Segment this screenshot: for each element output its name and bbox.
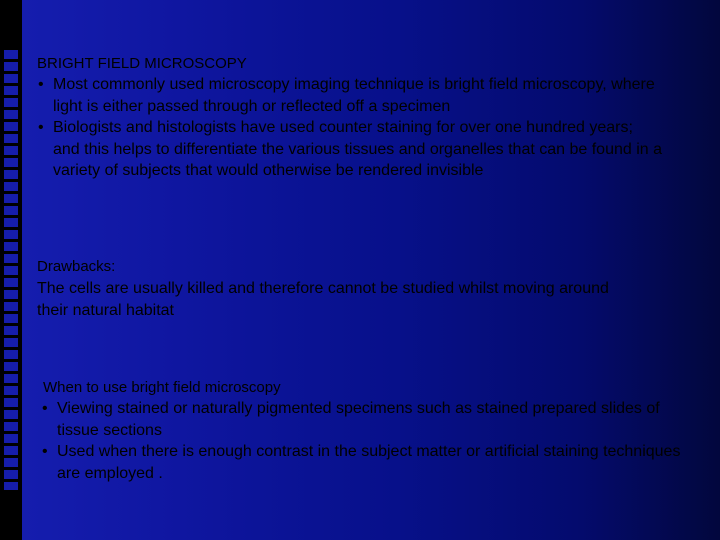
when-to-use-heading: When to use bright field microscopy — [43, 379, 281, 396]
when-to-use-bullet-list — [41, 398, 681, 484]
bullet-item: • Biologists and histologists have used counter staining for over one hundred years; and this helps to differentiate the various tissues and organelles that can be found in a variety of subjects that would otherwise be rendered invisible — [37, 117, 662, 182]
bullet-item: • Most commonly used microscopy imaging technique is bright field microscopy, where light is either passed through or reflected off a specimen — [37, 74, 662, 117]
bright-field-bullet-list — [37, 74, 662, 182]
bullet-item: • Viewing stained or naturally pigmented specimens such as stained prepared slides of tissue sections — [41, 398, 681, 441]
drawbacks-heading: Drawbacks: — [37, 258, 116, 275]
drawbacks-text: The cells are usually killed and therefore cannot be studied whilst moving around their natural habitat — [37, 280, 609, 319]
section-heading-bright-field: BRIGHT FIELD MICROSCOPY — [37, 55, 247, 72]
bullet-item: • Used when there is enough contrast in the subject matter or artificial staining techniques are employed . — [41, 441, 681, 484]
